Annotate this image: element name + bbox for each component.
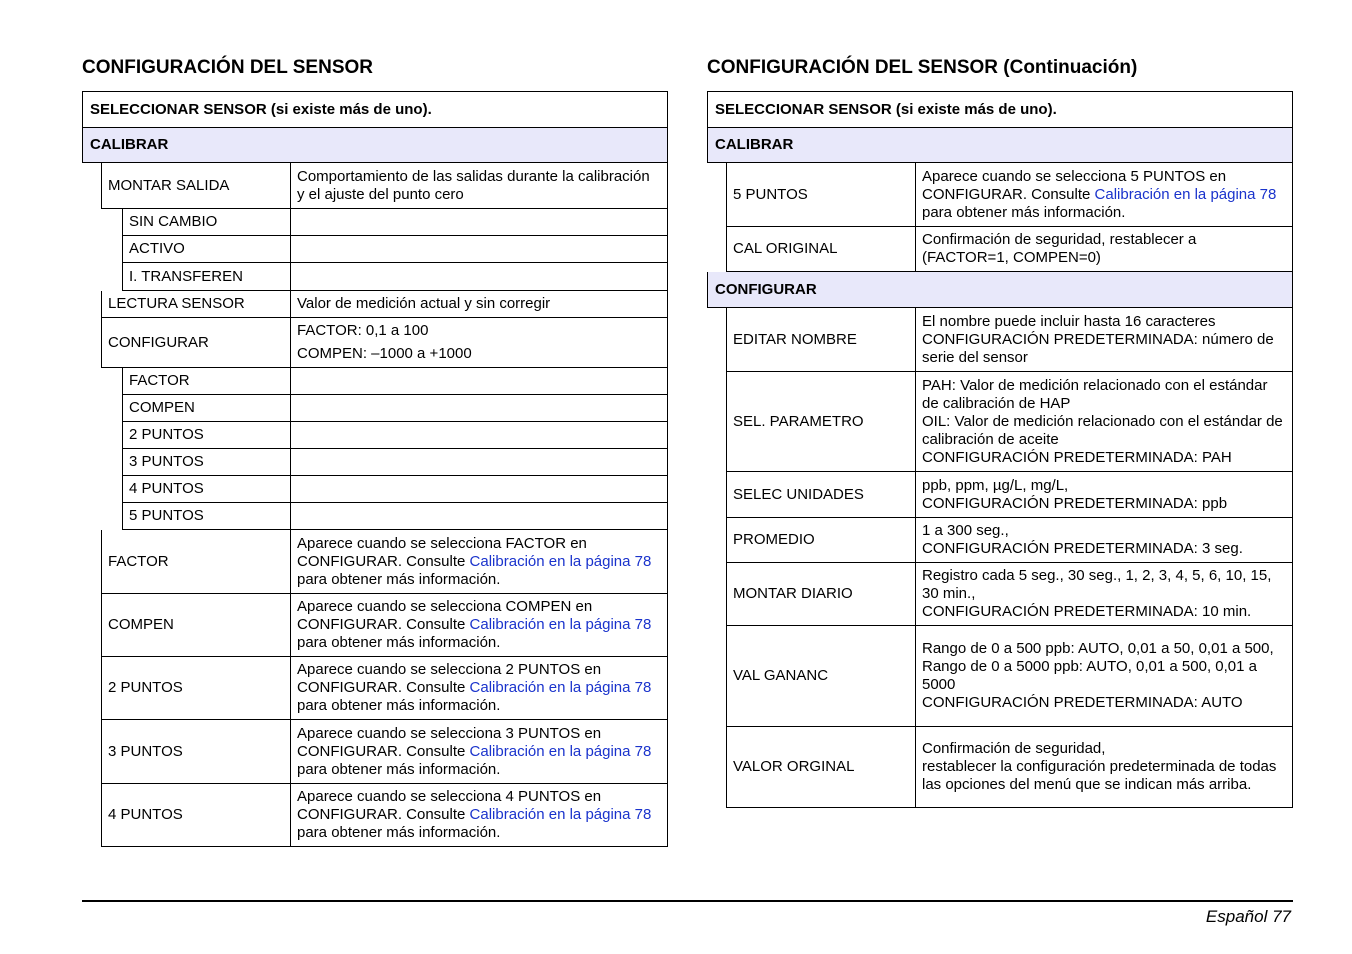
table-row: [726, 563, 1293, 626]
row-label: CAL ORIGINAL: [727, 227, 916, 271]
table-row: [726, 227, 1293, 272]
table-row: [101, 163, 668, 209]
table-row: [122, 236, 668, 263]
table-row: [122, 503, 668, 530]
calibration-link[interactable]: Calibración en la página 78: [469, 742, 652, 760]
calibration-link[interactable]: Calibración en la página 78: [469, 806, 652, 823]
row-label: ACTIVO: [123, 236, 291, 262]
row-description: Confirmación de seguridad, restablecer a (FACTOR=1, COMPEN=0): [922, 231, 1197, 266]
table-row: [101, 720, 668, 784]
table-row: [122, 422, 668, 449]
row-description-line: OIL: Valor de medición relacionado con el estándar de calibración de aceite: [922, 412, 1283, 448]
row-label: VAL GANANC: [727, 626, 916, 726]
row-label: SEL. PARAMETRO: [727, 372, 916, 471]
table-row: [101, 318, 668, 368]
row-label: VALOR ORGINAL: [727, 727, 916, 807]
row-label: MONTAR DIARIO: [727, 563, 916, 625]
row-description-line: Registro cada 5 seg., 30 seg., 1, 2, 3, 4, 5, 6, 10, 15, 30 min.,: [922, 567, 1272, 602]
row-label: SIN CAMBIO: [123, 209, 291, 235]
row-description: Valor de medición actual y sin corregir: [297, 295, 551, 312]
row-label: SELEC UNIDADES: [727, 472, 916, 517]
calibrar-header: CALIBRAR: [82, 127, 668, 163]
calibration-link[interactable]: Calibración en la página 78: [1094, 185, 1277, 203]
row-description-line: CONFIGURACIÓN PREDETERMINADA: 3 seg.: [922, 540, 1243, 557]
row-label: FACTOR: [102, 530, 291, 593]
row-description-line: CONFIGURACIÓN PREDETERMINADA: 10 min.: [922, 603, 1252, 620]
table-row: [726, 372, 1293, 472]
section-title: CONFIGURACIÓN DEL SENSOR (Continuación): [707, 57, 1138, 78]
row-description-line: CONFIGURACIÓN PREDETERMINADA: PAH: [922, 448, 1232, 466]
factor-range: FACTOR: 0,1 a 100: [297, 322, 429, 339]
row-description-line: Rango de 0 a 5000 ppb: AUTO, 0,01 a 500, 0,01 a 5000: [922, 658, 1257, 693]
row-label: EDITAR NOMBRE: [727, 308, 916, 371]
row-description-line: CONFIGURACIÓN PREDETERMINADA: AUTO: [922, 694, 1243, 711]
row-label: 4 PUNTOS: [102, 784, 291, 846]
row-description: Comportamiento de las salidas durante la calibración y el ajuste del punto cero: [297, 167, 650, 203]
row-description-line: Rango de 0 a 500 ppb: AUTO, 0,01 a 50, 0,01 a 500,: [922, 640, 1274, 657]
row-label: I. TRANSFEREN: [123, 263, 291, 290]
row-label: 2 PUNTOS: [102, 657, 291, 719]
table-row: [101, 594, 668, 657]
configurar-header: CONFIGURAR: [707, 272, 1293, 308]
row-description-line: El nombre puede incluir hasta 16 caracteres: [922, 312, 1216, 330]
table-row: [726, 727, 1293, 808]
calibrar-header: CALIBRAR: [707, 127, 1293, 163]
select-sensor-header: SELECCIONAR SENSOR (si existe más de uno).: [82, 91, 668, 127]
row-description-line: CONFIGURACIÓN PREDETERMINADA: número de serie del sensor: [922, 330, 1274, 366]
calibration-link[interactable]: Calibración en la página 78: [469, 679, 652, 696]
table-row: [101, 291, 668, 318]
row-description-line: restablecer la configuración predeterminada de todas las opciones del menú que se indican más arriba.: [922, 758, 1277, 793]
table-row: [101, 530, 668, 594]
row-label: 5 PUNTOS: [123, 503, 291, 529]
table-row: [726, 163, 1293, 227]
section-title: CONFIGURACIÓN DEL SENSOR: [82, 57, 374, 78]
sensor-config-table-continued: [707, 91, 1293, 808]
row-label: 3 PUNTOS: [102, 720, 291, 783]
table-row: [122, 476, 668, 503]
calibration-link[interactable]: Calibración en la página 78: [469, 552, 652, 570]
row-label: 5 PUNTOS: [727, 163, 916, 226]
row-label: FACTOR: [123, 368, 291, 394]
calibration-link[interactable]: Calibración en la página 78: [469, 616, 652, 633]
row-label: 4 PUNTOS: [123, 476, 291, 502]
select-sensor-header: SELECCIONAR SENSOR (si existe más de uno).: [707, 91, 1293, 127]
row-label: COMPEN: [123, 395, 291, 421]
row-description: Aparece cuando se selecciona COMPEN en CONFIGURAR. Consulte Calibración en la página 78 para obtener más información.: [297, 598, 652, 651]
table-row: [726, 626, 1293, 727]
compen-range: COMPEN: –1000 a +1000: [297, 345, 472, 362]
row-description: Aparece cuando se selecciona 2 PUNTOS en CONFIGURAR. Consulte Calibración en la página 78 para obtener más información.: [297, 661, 652, 714]
table-row: [101, 784, 668, 847]
row-label: COMPEN: [102, 594, 291, 656]
table-row: [122, 209, 668, 236]
row-description: Aparece cuando se selecciona 4 PUNTOS en CONFIGURAR. Consulte Calibración en la página 78 para obtener más información.: [297, 788, 652, 841]
table-row: [726, 518, 1293, 563]
footer-rule: [82, 900, 1293, 902]
row-label: 2 PUNTOS: [123, 422, 291, 448]
page-number: Español 77: [1205, 907, 1291, 926]
row-description-line: ppb, ppm, µg/L, mg/L,: [922, 476, 1069, 494]
row-label: CONFIGURAR: [102, 318, 291, 367]
row-label: MONTAR SALIDA: [102, 163, 291, 208]
row-description: Aparece cuando se selecciona 3 PUNTOS en CONFIGURAR. Consulte Calibración en la página 78 para obtener más información.: [297, 724, 652, 778]
table-row: [122, 263, 668, 291]
row-label: 3 PUNTOS: [123, 449, 291, 475]
row-description: Aparece cuando se selecciona FACTOR en CONFIGURAR. Consulte Calibración en la página 78 para obtener más información.: [297, 534, 652, 588]
row-label: PROMEDIO: [727, 518, 916, 562]
row-description-line: PAH: Valor de medición relacionado con el estándar de calibración de HAP: [922, 376, 1268, 412]
row-description-line: CONFIGURACIÓN PREDETERMINADA: ppb: [922, 494, 1228, 512]
row-description-line: 1 a 300 seg.,: [922, 522, 1009, 539]
table-row: [122, 368, 668, 395]
table-row: [122, 395, 668, 422]
table-row: [726, 308, 1293, 372]
row-label: LECTURA SENSOR: [102, 291, 291, 317]
table-row: [101, 657, 668, 720]
table-row: [726, 472, 1293, 518]
row-description-line: Confirmación de seguridad,: [922, 740, 1106, 757]
row-description: Aparece cuando se selecciona 5 PUNTOS en CONFIGURAR. Consulte Calibración en la página 78 para obtener más información.: [922, 167, 1277, 221]
sensor-config-table: [82, 91, 668, 847]
table-row: [122, 449, 668, 476]
